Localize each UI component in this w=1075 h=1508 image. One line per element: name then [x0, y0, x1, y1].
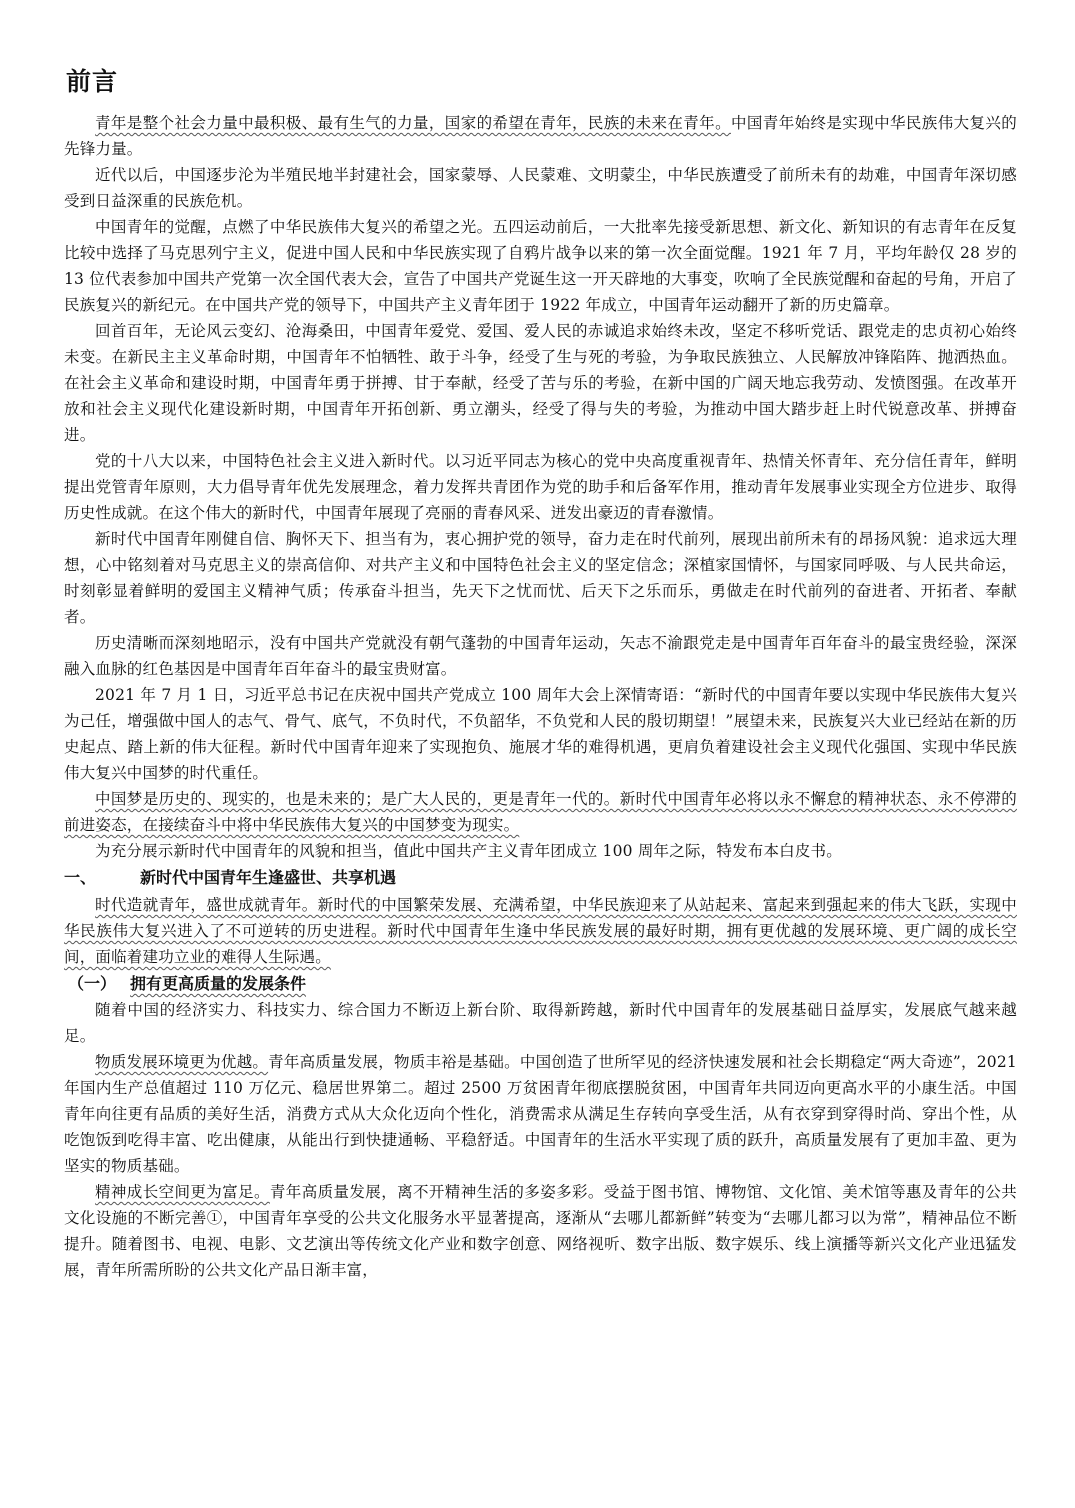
highlighted-sentence: 物质发展环境更为优越。 — [95, 1053, 269, 1071]
subsection-number: （一） — [68, 974, 117, 993]
highlighted-sentence: 时代造就青年，盛世成就青年。新时代的中国繁荣发展、充满希望，中华民族迎来了从站起来、富起来到强起来的伟大飞跃，实现中华民族伟大复兴进入了不可逆转的历史进程。新时代中国青年生逢中华民族发展的最好时期，拥有更优越的发展环境、更广阔的成长空间，面临着建功立业的难得人生际遇。 — [64, 896, 1017, 966]
preface-paragraph-2: 近代以后，中国逐步沦为半殖民地半封建社会，国家蒙辱、人民蒙难、文明蒙尘，中华民族遭受了前所未有的劫难，中国青年深切感受到日益深重的民族危机。 — [64, 166, 1017, 210]
preface-paragraph-10: 为充分展示新时代中国青年的风貌和担当，值此中国共产主义青年团成立 100 周年之际，特发布本白皮书。 — [95, 842, 842, 860]
preface-paragraph-8: 2021 年 7 月 1 日，习近平总书记在庆祝中国共产党成立 100 周年大会上深情寄语：“新时代的中国青年要以实现中华民族伟大复兴为己任，增强做中国人的志气、骨气、底气，不负时代，不负韶华，不负党和人民的殷切期望！”展望未来，民族复兴大业已经站在新的历史起点、踏上新的伟大征程。新时代中国青年迎来了实现抱负、施展才华的难得机遇，更肩负着建设社会主义现代化强国、实现中华民族伟大复兴中国梦的时代重任。 — [64, 686, 1017, 782]
preface-paragraph-6: 新时代中国青年刚健自信、胸怀天下、担当有为，衷心拥护党的领导，奋力走在时代前列，展现出前所未有的昂扬风貌：追求远大理想，心中铭刻着对马克思主义的崇高信仰、对共产主义和中国特色社会主义的坚定信念；深植家国情怀，与国家同呼吸、与人民共命运，时刻彰显着鲜明的爱国主义精神气质；传承奋斗担当，先天下之忧而忧、后天下之乐而乐，勇做走在时代前列的奋进者、开拓者、奉献者。 — [64, 530, 1017, 626]
preface-paragraph-9 — [64, 786, 1017, 838]
preface-paragraph-3: 中国青年的觉醒，点燃了中华民族伟大复兴的希望之光。五四运动前后，一大批率先接受新思想、新文化、新知识的有志青年在反复比较中选择了马克思列宁主义，促进中国人民和中华民族实现了自鸦片战争以来的第一次全面觉醒。1921 年 7 月，平均年龄仅 28 岁的 13 位代表参加中国共产党第一次全国代表大会，宣告了中国共产党诞生这一开天辟地的大事变，吹响了全民族觉醒和奋起的号角，开启了民族复兴的新纪元。在中国共产党的领导下，中国共产主义青年团于 1922 年成立，中国青年运动翻开了新的历史篇章。 — [64, 218, 1017, 314]
subsection-heading — [64, 970, 1017, 997]
page-title: 前言 — [66, 67, 119, 96]
preface-paragraph-5: 党的十八大以来，中国特色社会主义进入新时代。以习近平同志为核心的党中央高度重视青年、热情关怀青年、充分信任青年，鲜明提出党管青年原则，大力倡导青年优先发展理念，着力发挥共青团作为党的助手和后备军作用，推动青年发展事业实现全方位进步、取得历史性成就。在这个伟大的新时代，中国青年展现了亮丽的青春风采、迸发出豪迈的青春激情。 — [64, 452, 1017, 522]
subsection-paragraph-2 — [64, 1049, 1017, 1179]
section-heading — [64, 864, 1017, 892]
subsection-paragraph-1: 随着中国的经济实力、科技实力、综合国力不断迈上新台阶、取得新跨越，新时代中国青年的发展基础日益厚实，发展底气越来越足。 — [64, 1001, 1017, 1045]
paragraph-text: 中国青年始终是实现中华民族伟大复兴的先锋力量。 — [64, 114, 1017, 158]
paragraph-text: 青年高质量发展，离不开精神生活的多姿多彩。受益于图书馆、博物馆、文化馆、美术馆等惠及青年的公共文化设施的不断完善①，中国青年享受的公共文化服务水平显著提高，逐渐从“去哪儿都新鲜”转变为“去哪儿都习以为常”，精神品位不断提升。随着图书、电视、电影、文艺演出等传统文化产业和数字创意、网络视听、数字出版、数字娱乐、线上演播等新兴文化产业迅猛发展，青年所需所盼的公共文化产品日渐丰富， — [64, 1183, 1018, 1279]
highlighted-sentence: 青年是整个社会力量中最积极、最有生气的力量，国家的希望在青年，民族的未来在青年。 — [95, 114, 731, 132]
section-intro-paragraph — [64, 892, 1017, 970]
preface-paragraph-1 — [64, 110, 1017, 162]
highlighted-sentence: 中国梦是历史的、现实的，也是未来的；是广大人民的，更是青年一代的。新时代中国青年必将以永不懈怠的精神状态、永不停滞的前进姿态，在接续奋斗中将中华民族伟大复兴的中国梦变为现实。 — [64, 790, 1017, 834]
subsection-title: 拥有更高质量的发展条件 — [130, 974, 307, 993]
section-title: 新时代中国青年生逢盛世、共享机遇 — [140, 868, 397, 887]
highlighted-sentence: 精神成长空间更为富足。 — [95, 1183, 270, 1201]
preface-paragraph-7: 历史清晰而深刻地昭示，没有中国共产党就没有朝气蓬勃的中国青年运动，矢志不渝跟党走是中国青年百年奋斗的最宝贵经验，深深融入血脉的红色基因是中国青年百年奋斗的最宝贵财富。 — [64, 634, 1017, 678]
preface-paragraph-4: 回首百年，无论风云变幻、沧海桑田，中国青年爱党、爱国、爱人民的赤诚追求始终未改，坚定不移听党话、跟党走的忠贞初心始终未变。在新民主主义革命时期，中国青年不怕牺牲、敢于斗争，经受了生与死的考验，为争取民族独立、人民解放冲锋陷阵、抛洒热血。在社会主义革命和建设时期，中国青年勇于拼搏、甘于奉献，经受了苦与乐的考验，在新中国的广阔天地忘我劳动、发愤图强。在改革开放和社会主义现代化建设新时期，中国青年开拓创新、勇立潮头，经受了得与失的考验，为推动中国大踏步赶上时代锐意改革、拼搏奋进。 — [64, 322, 1017, 444]
subsection-paragraph-3 — [64, 1179, 1017, 1283]
section-number: 一、 — [64, 868, 97, 887]
paragraph-text: 青年高质量发展，物质丰裕是基础。中国创造了世所罕见的经济快速发展和社会长期稳定“两大奇迹”，2021 年国内生产总值超过 110 万亿元、稳居世界第二。超过 2500 万贫困青年彻底摆脱贫困，中国青年共同迈向更高水平的小康生活。中国青年向往更有品质的美好生活，消费方式从大众化迈向个性化，消费需求从满足生存转向享受生活，从有衣穿到穿得时尚、穿出个性，从吃饱饭到吃得丰富、吃出健康，从能出行到快捷通畅、平稳舒适。中国青年的生活水平实现了质的跃升，高质量发展有了更加丰盈、更为坚实的物质基础。 — [64, 1053, 1017, 1175]
